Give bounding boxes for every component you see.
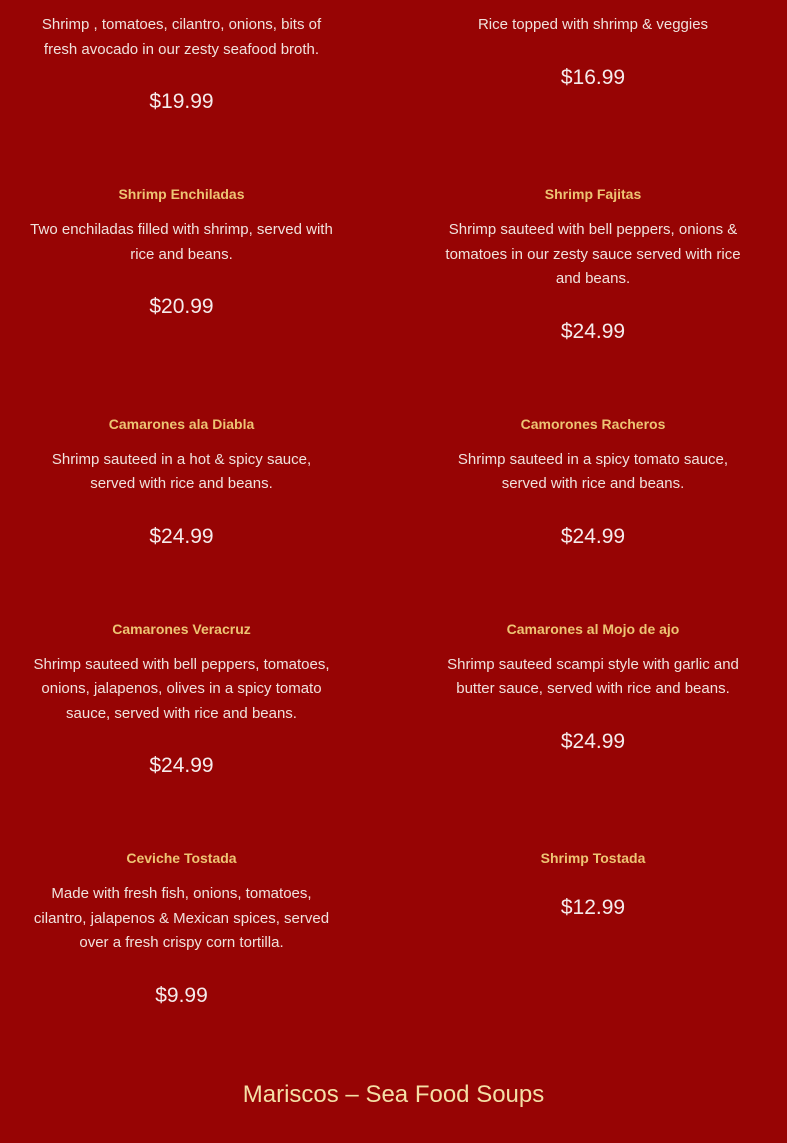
- menu-column-right: [399, 414, 787, 551]
- menu-column-right: [399, 619, 787, 781]
- menu-column-left: [0, 184, 363, 346]
- menu-column-left: [0, 619, 363, 781]
- item-price: $12.99: [560, 896, 626, 919]
- item-title: Camarones ala Diabla: [108, 415, 255, 432]
- item-price: $24.99: [560, 729, 626, 753]
- item-description: Shrimp sauteed with bell peppers, tomatoes, onions, jalapenos, olives in a spicy tomato sauce, served with rice and beans.: [33, 655, 330, 722]
- item-description: Shrimp sauteed in a hot & spicy sauce, served with rice and beans.: [51, 450, 312, 492]
- item-title: Shrimp Fajitas: [544, 186, 642, 202]
- menu-item: [0, 13, 363, 116]
- item-title: Camarones al Mojo de ajo: [506, 620, 680, 637]
- item-price: $9.99: [155, 983, 208, 1007]
- item-price: $24.99: [149, 524, 214, 548]
- menu-column-right: [399, 184, 787, 346]
- item-title: Camorones Racheros: [520, 415, 666, 432]
- menu-row: [0, 848, 787, 1010]
- menu-row: [0, 184, 787, 346]
- item-price: $24.99: [149, 754, 214, 777]
- menu-column-left: [0, 13, 363, 116]
- item-title: Ceviche Tostada: [126, 850, 237, 866]
- menu-row: [0, 13, 787, 116]
- item-description: Shrimp sauteed scampi style with garlic and butter sauce, served with rice and beans.: [447, 655, 739, 697]
- menu-item: [399, 184, 787, 346]
- item-title: Shrimp Enchiladas: [118, 186, 245, 202]
- menu-column-left: [0, 414, 363, 551]
- item-description: Shrimp , tomatoes, cilantro, onions, bits of fresh avocado in our zesty seafood broth.: [41, 16, 322, 58]
- item-price: $16.99: [560, 65, 626, 89]
- menu-item: [399, 619, 787, 756]
- menu-item: [0, 619, 363, 781]
- item-title: Camarones Veracruz: [112, 620, 251, 637]
- menu-row: [0, 414, 787, 551]
- menu-column-left: [0, 848, 363, 1010]
- item-description: Two enchiladas filled with shrimp, served with rice and beans.: [30, 221, 333, 263]
- menu-column-right: [399, 13, 787, 116]
- item-description: Shrimp sauteed with bell peppers, onions & tomatoes in our zesty sauce served with rice and beans.: [445, 221, 741, 287]
- item-description: Rice topped with shrimp & veggies: [477, 16, 709, 33]
- item-description: Shrimp sauteed in a spicy tomato sauce, served with rice and beans.: [457, 450, 729, 492]
- menu-item: [0, 848, 363, 1010]
- menu-item: [399, 414, 787, 551]
- item-price: $24.99: [560, 524, 626, 548]
- menu-item: [399, 848, 787, 922]
- menu-item: [0, 414, 363, 551]
- section-heading: Mariscos – Sea Food Soups: [242, 1080, 545, 1108]
- item-title: Shrimp Tostada: [540, 850, 646, 866]
- menu-row: [0, 619, 787, 781]
- menu-item: [399, 13, 787, 92]
- item-price: $19.99: [149, 90, 214, 113]
- item-description: Made with fresh fish, onions, tomatoes, cilantro, jalapenos & Mexican spices, served over a fresh crispy corn tortilla.: [33, 885, 330, 951]
- item-price: $20.99: [149, 295, 214, 318]
- menu-item: [0, 184, 363, 321]
- item-price: $24.99: [560, 319, 626, 343]
- menu-column-right: [399, 848, 787, 1010]
